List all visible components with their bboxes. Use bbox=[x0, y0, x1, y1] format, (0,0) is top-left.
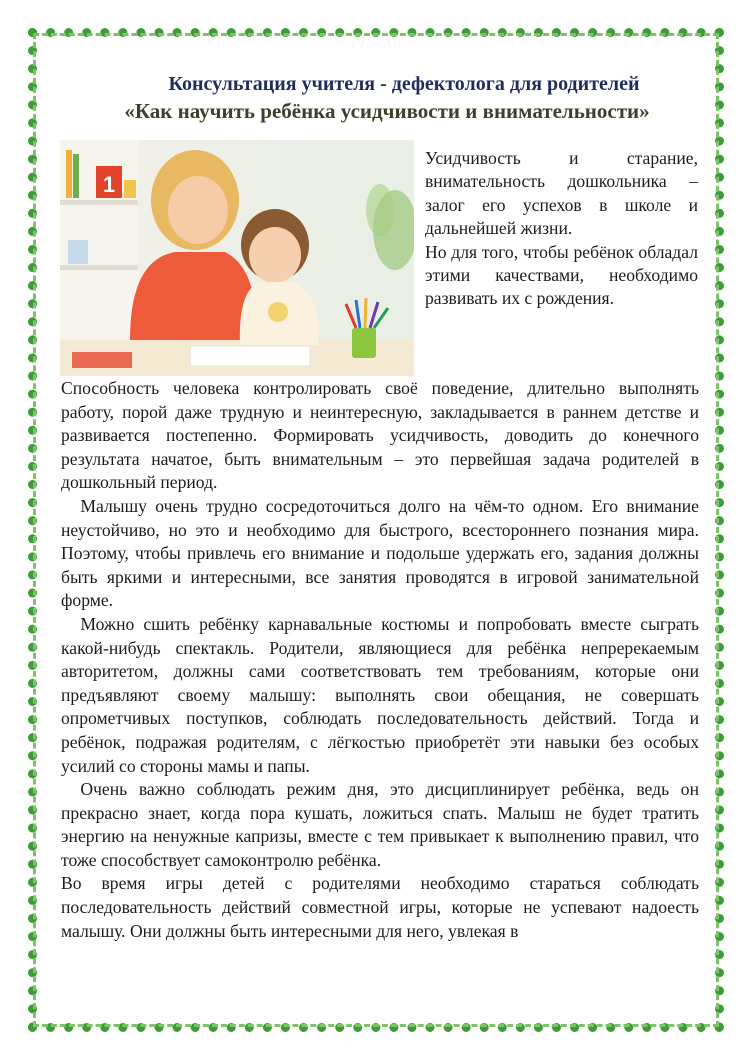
intro-text bbox=[425, 147, 698, 311]
body-paragraph: Во время игры детей с родителями необходимо стараться соблюдать последовательность действий совместной игры, которые не успевают надоесть малышу. Они должны быть интересными для него, увлекая в bbox=[61, 873, 699, 941]
body-paragraph: Очень важно соблюдать режим дня, это дисциплинирует ребёнка, ведь он прекрасно знает, когда пора кушать, ложиться спать. Малыш не будет тратить энергию на ненужные капризы, вместе с тем привыкает к выполнению правил, что тоже способствует самоконтролю ребёнка. bbox=[61, 779, 699, 870]
number-block-label: 1 bbox=[102, 172, 116, 197]
page-title: Консультация учителя - дефектолога для родителей bbox=[168, 73, 640, 95]
intro-paragraph: Усидчивость и старание, внимательность дошкольника – залог его успехов в школе и дальнейшей жизни. bbox=[425, 148, 698, 239]
article-body bbox=[61, 377, 699, 943]
girl-face bbox=[249, 227, 301, 283]
body-paragraph: Можно сшить ребёнку карнавальные костюмы и попробовать вместе сыграть какой-нибудь спектакль. Родители, являющиеся для ребёнка непререкаемым авторитетом, должны сами соответствовать тем требованиям, которые они предъявляют своему малышу: выполнять свои обещания, не совершать опрометчивых поступков, соблюдать последовательность действий. Тогда и ребёнок, подражая родителям, с лёгкостью приобретёт эти навыки без особых усилий со стороны мамы и папы. bbox=[61, 613, 699, 776]
page-subtitle: «Как научить ребёнка усидчивости и внимательности» bbox=[124, 99, 650, 123]
intro-paragraph: Но для того, чтобы ребёнок обладал этими качествами, необходимо развивать их с рождения. bbox=[425, 241, 698, 309]
body-paragraph: Малышу очень трудно сосредоточиться долго на чём-то одном. Его внимание неустойчиво, но это и необходимо для быстрого, всестороннего познания мира. Поэтому, чтобы привлечь его внимание и подольше удержать его, задания должны быть яркими и интересными, все занятия проводятся в игровой занимательной форме. bbox=[61, 495, 699, 611]
body-paragraph: Способность человека контролировать своё поведение, длительно выполнять работу, порой даже трудную и неинтересную, закладывается в раннем детстве и развивается постепенно. Формировать усидчивость, доводить до конечного результата начатое, быть внимательным – это первейшая задача родителей в дошкольный период. bbox=[61, 378, 699, 493]
mother-child-drawing-photo bbox=[60, 140, 414, 376]
woman-face bbox=[168, 176, 228, 244]
photo-illustration bbox=[60, 140, 414, 376]
pencil-cup bbox=[352, 328, 376, 358]
